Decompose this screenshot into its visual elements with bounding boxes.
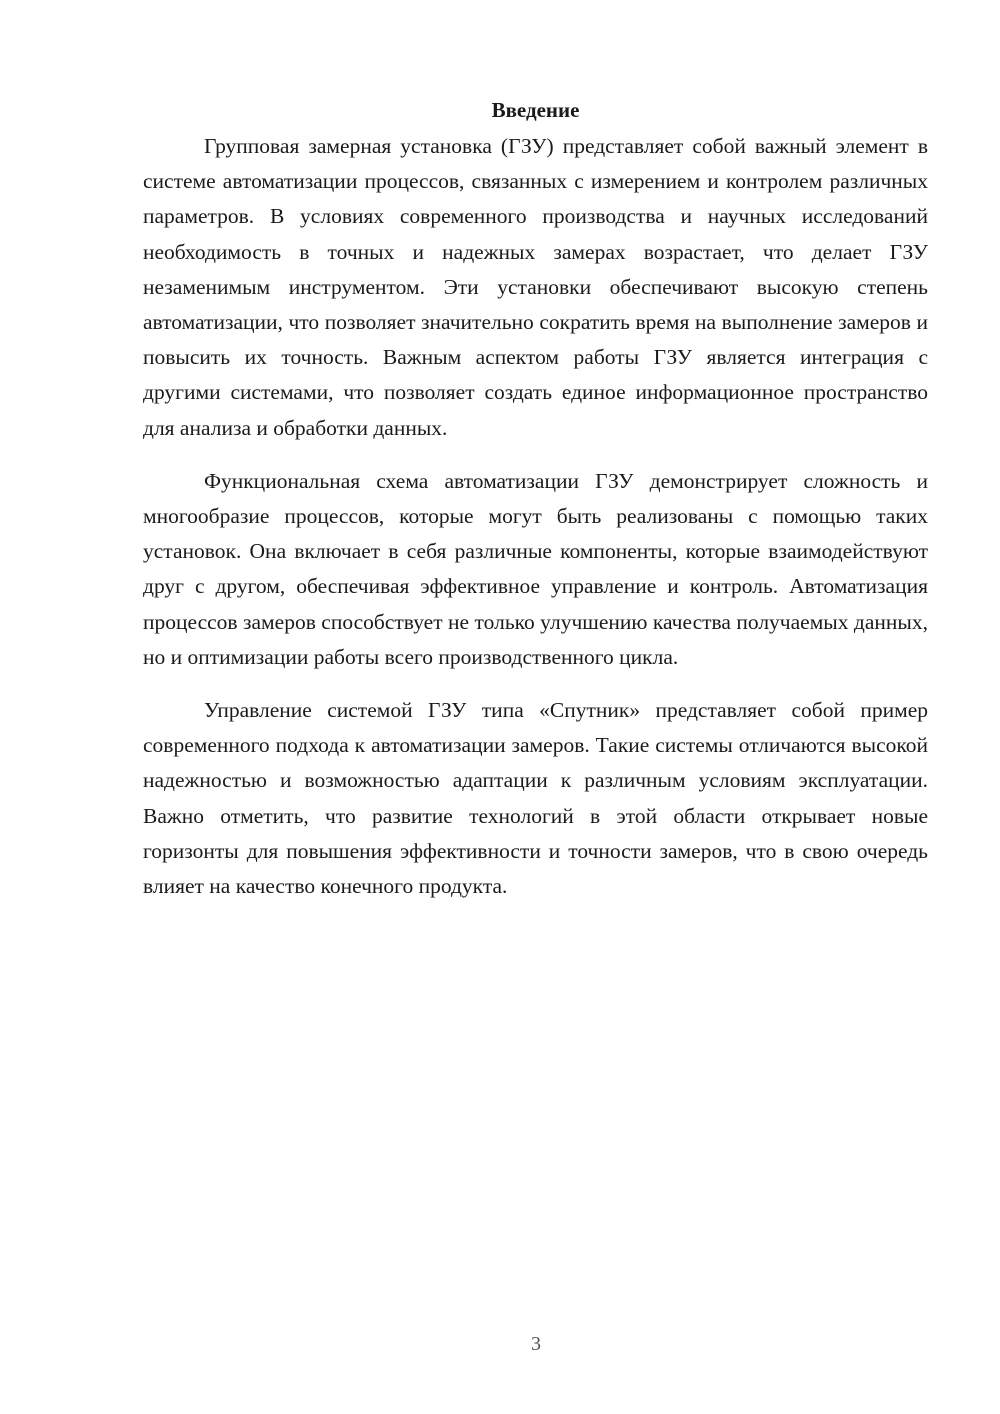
- paragraph-sputnik-control: Управление системой ГЗУ типа «Спутник» представляет собой пример современного подхода к автоматизации замеров. Такие системы отличаются высокой надежностью и возможностью адаптации к различным условиям эксплуатации. Важно отметить, что развитие технологий в этой области открывает новые горизонты для повышения эффективности и точности замеров, что в свою очередь влияет на качество конечного продукта.: [143, 698, 928, 899]
- section-title: Введение: [491, 98, 580, 122]
- document-page: [143, 95, 928, 904]
- paragraph-intro: Групповая замерная установка (ГЗУ) представляет собой важный элемент в системе автоматизации процессов, связанных с измерением и контролем различных параметров. В условиях современного производства и научных исследований необходимость в точных и надежных замерах возрастает, что делает ГЗУ незаменимым инструментом. Эти установки обеспечивают высокую степень автоматизации, что позволяет значительно сократить время на выполнение замеров и повысить их точность. Важным аспектом работы ГЗУ является интеграция с другими системами, что позволяет создать единое информационное пространство для анализа и обработки данных.: [143, 134, 928, 440]
- paragraph-functional-scheme: Функциональная схема автоматизации ГЗУ демонстрирует сложность и многообразие процессов, которые могут быть реализованы с помощью таких установок. Она включает в себя различные компоненты, которые взаимодействуют друг с другом, обеспечивая эффективное управление и контроль. Автоматизация процессов замеров способствует не только улучшению качества получаемых данных, но и оптимизации работы всего производственного цикла.: [143, 468, 928, 669]
- page-number: 3: [531, 1333, 541, 1355]
